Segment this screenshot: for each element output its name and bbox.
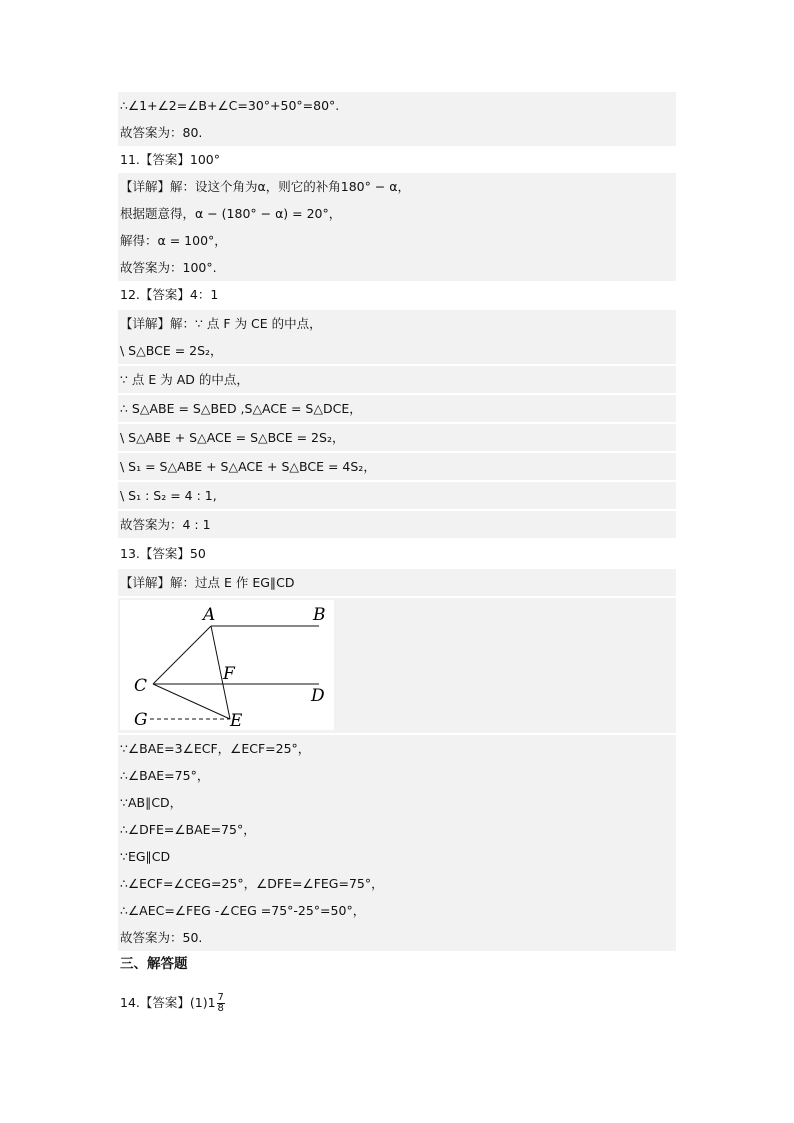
answer-14-text: 14.【答案】(1)1: [120, 995, 216, 1010]
line-1: ∴∠1+∠2=∠B+∠C=30°+50°=80°.: [118, 92, 676, 119]
line-16: 故答案为：4 : 1: [118, 511, 676, 538]
label-e: E: [230, 711, 243, 730]
label-b: B: [313, 605, 326, 625]
line-18: 【详解】解：过点 E 作 EG∥CD: [118, 569, 676, 596]
line-2: 故答案为：80.: [118, 119, 676, 146]
answer-14: [118, 988, 676, 1018]
line-6: 解得：α = 100°，: [118, 227, 676, 254]
label-g: G: [134, 710, 148, 730]
line-11: ∵ 点 E 为 AD 的中点，: [118, 366, 676, 393]
line-22: ∴∠DFE=∠BAE=75°，: [118, 816, 676, 843]
mixed-fraction: [217, 993, 225, 1014]
line-10: \ S△BCE = 2S₂，: [118, 337, 676, 364]
label-d: D: [311, 686, 325, 706]
label-c: C: [134, 676, 148, 696]
line-23: ∵EG∥CD: [118, 843, 676, 870]
geometry-diagram: [120, 600, 334, 730]
line-25: ∴∠AEC=∠FEG -∠CEG =75°-25°=50°，: [118, 897, 676, 924]
line-5: 根据题意得，α − (180° − α) = 20°，: [118, 200, 676, 227]
answer-11: 11.【答案】100°: [120, 152, 220, 167]
line-26: 故答案为：50.: [118, 924, 676, 951]
line-13: \ S△ABE + S△ACE = S△BCE = 2S₂，: [118, 424, 676, 451]
line-15: \ S₁ : S₂ = 4 : 1,: [118, 482, 676, 509]
line-7: 故答案为：100°.: [118, 254, 676, 281]
line-4: 【详解】解：设这个角为α，则它的补角180° − α，: [118, 173, 676, 200]
geometry-figure: [118, 598, 676, 733]
line-9: 【详解】解：∵ 点 F 为 CE 的中点，: [118, 310, 676, 337]
line-24: ∴∠ECF=∠CEG=25°，∠DFE=∠FEG=75°，: [118, 870, 676, 897]
fraction-numerator: 7: [217, 992, 224, 1003]
label-f: F: [223, 664, 235, 684]
line-14: \ S₁ = S△ABE + S△ACE + S△BCE = 4S₂，: [118, 453, 676, 480]
fraction-denominator: 8: [217, 1003, 224, 1014]
line-21: ∵AB∥CD，: [118, 789, 676, 816]
line-12: ∴ S△ABE = S△BED ,S△ACE = S△DCE，: [118, 395, 676, 422]
line-19: ∵∠BAE=3∠ECF，∠ECF=25°，: [118, 735, 676, 762]
answer-13: 13.【答案】50: [120, 546, 206, 561]
section-heading: 三、解答题: [120, 956, 188, 972]
line-20: ∴∠BAE=75°，: [118, 762, 676, 789]
label-a: A: [203, 605, 216, 625]
answer-12: 12.【答案】4：1: [120, 287, 219, 302]
